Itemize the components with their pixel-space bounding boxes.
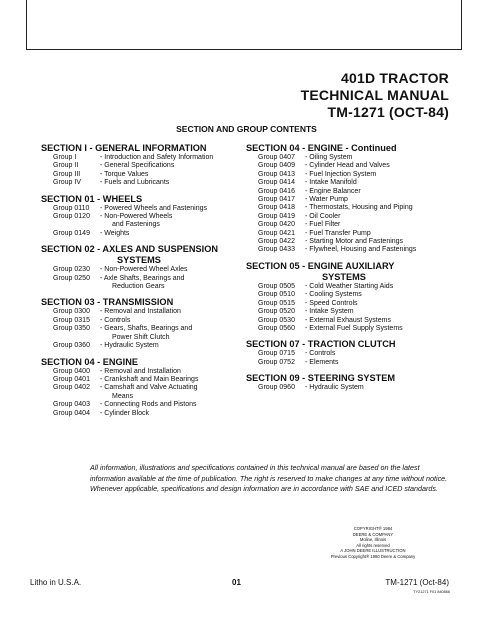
group-entry	[246, 230, 416, 238]
group-number: Group 0403	[53, 401, 90, 409]
group-title: - Starting Motor and Fastenings	[305, 238, 404, 246]
frame-left-rule	[26, 0, 27, 50]
title-line-1: 401D TRACTOR	[341, 70, 449, 86]
group-number: Group 0409	[258, 162, 295, 170]
group-number: Group 0433	[258, 246, 295, 254]
group-number: Group 0414	[258, 179, 295, 187]
frame-right-rule	[461, 0, 462, 50]
group-entry	[41, 213, 218, 230]
group-number: Group 0230	[53, 266, 90, 274]
group-title: - Hydraulic System	[305, 384, 364, 392]
group-number: Group 0418	[258, 204, 295, 212]
section-heading	[41, 297, 218, 307]
group-number: Group 0520	[258, 308, 295, 316]
group-number: Group 0149	[53, 229, 90, 237]
group-entry	[246, 162, 416, 170]
group-number: Group I	[53, 154, 77, 161]
group-entry	[41, 308, 218, 316]
group-number: Group 0515	[258, 299, 295, 307]
section-heading	[246, 143, 416, 153]
copyright-line: DEERE & COMPANY	[352, 531, 394, 537]
group-entry	[246, 171, 416, 179]
group-number: Group 0752	[258, 358, 295, 366]
group-entry	[41, 410, 218, 418]
manual-title-block	[301, 70, 449, 121]
group-number: Group 0419	[258, 212, 295, 220]
frame-bottom-rule	[26, 49, 462, 50]
copyright-line: All rights reserved	[356, 542, 390, 548]
group-entry	[41, 154, 218, 162]
group-number: Group 0505	[258, 282, 295, 290]
group-title: - External Fuel Supply Systems	[305, 324, 403, 332]
publication-notice: All information, illustrations and specifications contained in this technical manual are based on the latest information available at the time of publication. The right is reserved to make changes at any time without notice. Whenever applicable, specifications and design information are in accordance with SAE and ICED standards.	[90, 463, 448, 494]
section-heading-continued	[41, 255, 218, 265]
group-title: - Fuels and Lubricants	[100, 179, 170, 187]
group-entry	[246, 283, 416, 291]
group-entry	[246, 359, 416, 367]
section-title: SECTION 04 - ENGINE	[41, 356, 138, 367]
group-number: Group 0300	[53, 308, 90, 316]
section-heading	[246, 261, 416, 271]
group-title: - Cold Weather Starting Aids	[305, 282, 394, 290]
group-title-continued: Power Shift Clutch	[112, 333, 170, 341]
group-number: Group 0416	[258, 187, 295, 195]
group-title: - Fuel Transfer Pump	[305, 229, 371, 237]
group-title: - Speed Controls	[305, 299, 358, 307]
group-number: Group 0401	[53, 375, 90, 383]
group-title: - Introduction and Safety Information	[100, 154, 214, 161]
copyright-line: A JOHN DEERE ILLUSTRUCTION	[340, 548, 406, 554]
section-heading	[41, 194, 218, 204]
group-title: - Connecting Rods and Pistons	[100, 401, 197, 409]
group-entry	[246, 154, 416, 162]
group-title-continued: Reduction Gears	[112, 283, 165, 291]
contents-right-column	[246, 143, 416, 393]
footer-manual-id: TM-1271 (Oct-84)	[385, 578, 449, 587]
group-number: Group 0960	[258, 384, 295, 392]
group-entry	[41, 205, 218, 213]
copyright-line: Previous Copyright® 1980 Deere & Company	[330, 553, 416, 559]
copyright-line: COPYRIGHT® 1984	[353, 526, 393, 531]
group-number: Group III	[53, 170, 81, 178]
section-heading	[41, 357, 218, 367]
group-entry	[246, 325, 416, 333]
section-title-line-2: SYSTEMS	[117, 255, 161, 266]
group-title: - Removal and Installation	[100, 367, 181, 375]
group-entry	[246, 308, 416, 316]
copyright-block	[303, 526, 443, 560]
group-title: - Hydraulic System	[100, 342, 159, 350]
group-number: Group 0350	[53, 325, 90, 333]
group-title: - Camshaft and Valve Actuating	[100, 384, 198, 392]
group-number: Group 0407	[258, 154, 295, 161]
group-number: Group 0715	[258, 350, 295, 358]
group-number: Group 0360	[53, 342, 90, 350]
group-entry	[41, 171, 218, 179]
section-title: SECTION 04 - ENGINE - Continued	[246, 143, 397, 153]
group-entry	[246, 204, 416, 212]
group-entry	[41, 384, 218, 401]
footer-code: TY21271 F01 840866	[413, 590, 450, 594]
section-title: SECTION 01 - WHEELS	[41, 193, 143, 204]
group-title: - Intake Manifold	[305, 179, 357, 187]
group-entry	[41, 325, 218, 342]
section-heading	[246, 339, 416, 349]
copyright-line: Moline, Illinois	[359, 537, 387, 543]
group-entry	[41, 266, 218, 274]
group-number: Group 0120	[53, 213, 90, 221]
group-number: Group 0560	[258, 324, 295, 332]
group-number: Group 0400	[53, 367, 90, 375]
group-title: - Gears, Shafts, Bearings and	[100, 325, 193, 333]
group-title: - External Exhaust Systems	[305, 316, 391, 324]
group-number: Group 0421	[258, 229, 295, 237]
group-entry	[41, 317, 218, 325]
group-title-continued: Means	[112, 392, 134, 400]
group-entry	[246, 188, 416, 196]
group-entry	[246, 196, 416, 204]
section-heading	[246, 373, 416, 383]
group-entry	[41, 342, 218, 350]
contents-left-column	[41, 143, 218, 418]
group-entry	[246, 213, 416, 221]
title-line-3: TM-1271 (OCT-84)	[327, 104, 449, 120]
section-heading	[41, 244, 218, 254]
group-title: - Axle Shafts, Bearings and	[100, 274, 185, 282]
section-title-line-2: SYSTEMS	[322, 271, 366, 282]
group-title: - Powered Wheels and Fastenings	[100, 204, 207, 212]
group-number: Group 0420	[258, 221, 295, 229]
section-title: SECTION 09 - STEERING SYSTEM	[246, 373, 396, 384]
section-title: SECTION I - GENERAL INFORMATION	[41, 143, 207, 153]
section-heading-continued	[246, 272, 416, 282]
group-title: - Oiling System	[305, 154, 353, 161]
group-number: Group 0315	[53, 316, 90, 324]
group-entry	[41, 162, 218, 170]
group-entry	[246, 291, 416, 299]
footer-litho: Litho in U.S.A.	[30, 578, 82, 587]
group-number: Group 0413	[258, 170, 295, 178]
group-title: - Fuel Injection System	[305, 170, 377, 178]
group-title: - Water Pump	[305, 196, 348, 204]
footer-page-number: 01	[232, 578, 241, 587]
group-entry	[246, 350, 416, 358]
group-title: - Cylinder Block	[100, 409, 150, 417]
section-title: SECTION 02 - AXLES AND SUSPENSION	[41, 244, 218, 255]
group-title: - Torque Values	[100, 170, 149, 178]
group-title: - Crankshaft and Main Bearings	[100, 375, 199, 383]
contents-heading: SECTION AND GROUP CONTENTS	[176, 124, 317, 134]
group-title: - Cylinder Head and Valves	[305, 162, 390, 170]
group-title: - Non-Powered Wheel Axles	[100, 266, 188, 274]
group-title: - Intake System	[305, 308, 354, 316]
group-number: Group 0422	[258, 238, 295, 246]
group-title: - Removal and Installation	[100, 308, 181, 316]
group-entry	[246, 300, 416, 308]
group-entry	[41, 368, 218, 376]
group-title: - Controls	[100, 316, 131, 324]
title-line-2: TECHNICAL MANUAL	[300, 87, 449, 103]
group-title: - Engine Balancer	[305, 187, 361, 195]
group-title: - Oil Cooler	[305, 212, 341, 220]
group-number: Group 0402	[53, 384, 90, 392]
group-entry	[41, 230, 218, 238]
group-number: Group II	[53, 162, 79, 170]
section-heading	[41, 143, 218, 153]
group-entry	[246, 384, 416, 392]
group-entry	[41, 376, 218, 384]
group-title-continued: and Fastenings	[112, 221, 160, 229]
group-entry	[246, 238, 416, 246]
group-entry	[41, 401, 218, 409]
section-title: SECTION 07 - TRACTION CLUTCH	[246, 339, 396, 350]
group-title: - General Specifications	[100, 162, 175, 170]
group-title: - Weights	[100, 229, 130, 237]
group-title: - Elements	[305, 358, 339, 366]
section-title: SECTION 05 - ENGINE AUXILIARY	[246, 260, 395, 271]
group-number: Group 0110	[53, 204, 90, 212]
group-title: - Fuel Filter	[305, 221, 341, 229]
group-title: - Thermostats, Housing and Piping	[305, 204, 413, 212]
group-title: - Non-Powered Wheels	[100, 213, 173, 221]
group-entry	[41, 179, 218, 187]
group-number: Group 0417	[258, 196, 295, 204]
group-entry	[246, 246, 416, 254]
group-entry	[246, 221, 416, 229]
group-number: Group IV	[53, 179, 82, 187]
group-number: Group 0404	[53, 409, 90, 417]
group-title: - Flywheel, Housing and Fastenings	[305, 246, 417, 254]
group-number: Group 0250	[53, 274, 90, 282]
group-entry	[246, 317, 416, 325]
group-number: Group 0510	[258, 291, 295, 299]
group-entry	[246, 179, 416, 187]
group-entry	[41, 275, 218, 292]
group-title: - Cooling Systems	[305, 291, 362, 299]
group-title: - Controls	[305, 350, 336, 358]
section-title: SECTION 03 - TRANSMISSION	[41, 297, 174, 308]
group-number: Group 0530	[258, 316, 295, 324]
